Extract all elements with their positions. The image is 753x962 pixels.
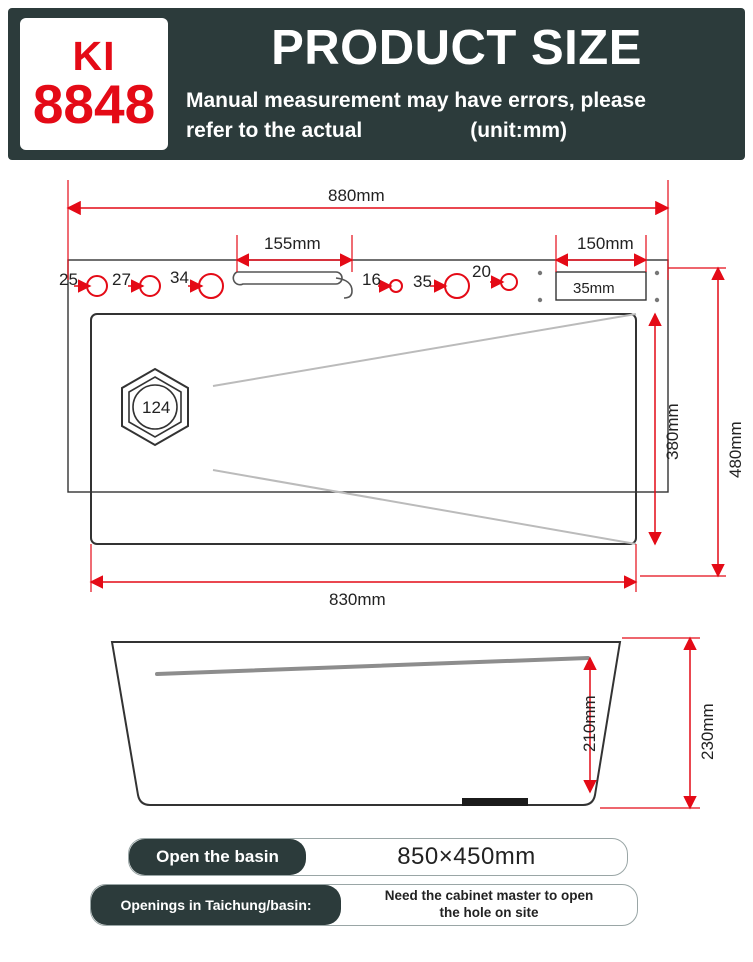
openings-label: Openings in Taichung/basin: <box>91 885 341 925</box>
subtitle-line-1: Manual measurement may have errors, please <box>186 89 646 112</box>
openings-value <box>341 888 637 922</box>
openings-value-line-2: the hole on site <box>439 905 539 920</box>
dim-outer-height: 230mm <box>698 703 717 760</box>
dim-overall-width: 880mm <box>328 186 385 205</box>
dim-bowl-depth: 380mm <box>663 403 682 460</box>
drain-label-124: 124 <box>142 398 171 417</box>
dim-inner-height: 210mm <box>580 695 599 752</box>
header-banner <box>8 8 745 160</box>
openings-row <box>90 884 638 926</box>
technical-drawing <box>0 160 753 820</box>
open-basin-value: 850×450mm <box>397 843 536 870</box>
brand-badge <box>20 18 168 150</box>
dim-right-width: 150mm <box>577 234 634 253</box>
dim-right-inner: 35mm <box>573 280 615 297</box>
hole-label-27: 27 <box>112 270 131 289</box>
open-basin-label: Open the basin <box>129 839 306 875</box>
front-view-outline <box>112 642 620 806</box>
hole-label-16: 16 <box>362 270 381 289</box>
open-basin-row <box>128 838 628 876</box>
dim-overall-depth: 480mm <box>726 421 745 478</box>
hole-label-20: 20 <box>472 262 491 281</box>
openings-value-line-1: Need the cabinet master to open <box>384 888 594 904</box>
dim-slot-width: 155mm <box>264 234 321 253</box>
unit-note: (unit:mm) <box>470 119 568 143</box>
header-subtitle <box>186 86 738 147</box>
drawing-svg <box>0 160 753 820</box>
hole-label-25: 25 <box>59 270 78 289</box>
dim-bowl-width: 830mm <box>329 590 386 609</box>
brand-name: KI <box>72 33 116 79</box>
subtitle-line-2: refer to the actual <box>186 119 363 143</box>
hole-label-34: 34 <box>170 268 189 287</box>
hole-label-35: 35 <box>413 272 432 291</box>
page-title: PRODUCT SIZE <box>271 21 642 75</box>
model-number: 8848 <box>32 73 156 135</box>
